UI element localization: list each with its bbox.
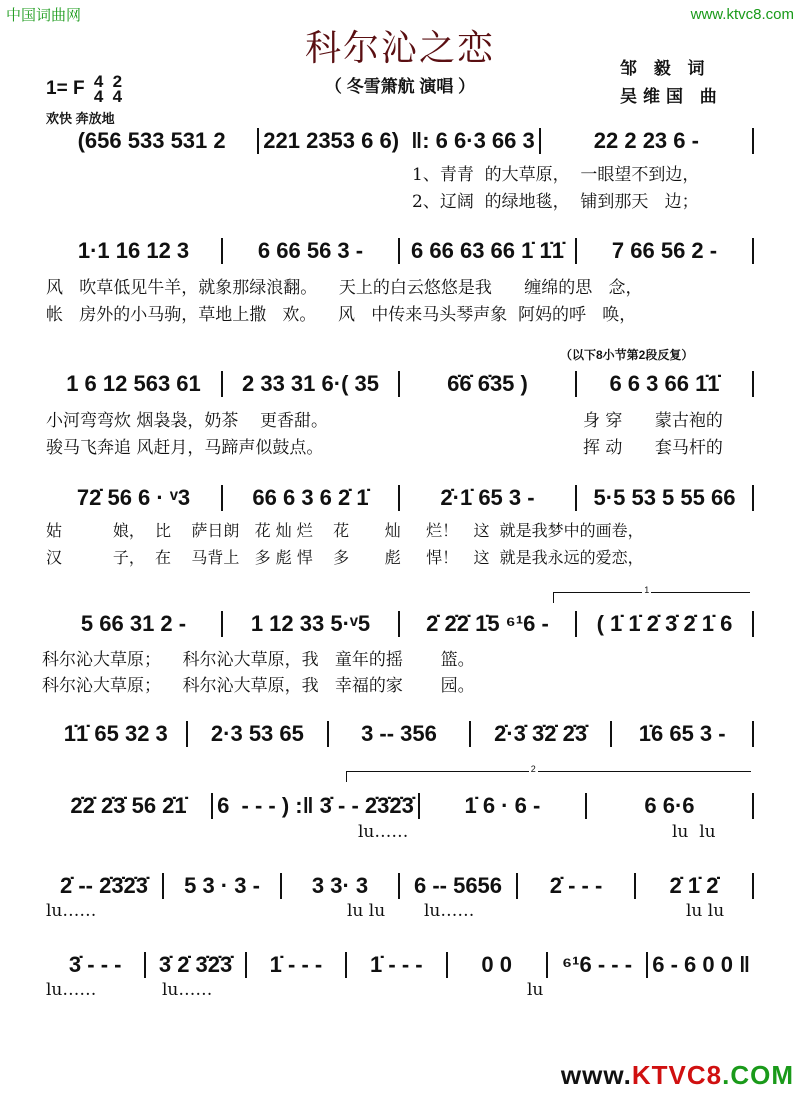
singer: （ 冬雪箫航 演唱 ）	[324, 77, 476, 96]
measure: 3 3· 3	[311, 873, 369, 898]
score-row	[46, 609, 754, 639]
volta-label: 1	[644, 585, 650, 595]
footer-watermark	[561, 1060, 794, 1091]
measure: 6 66 56 3 -	[257, 238, 364, 263]
key: 1= F	[46, 78, 85, 100]
measure: 2·3 53 65	[210, 721, 304, 746]
barline	[752, 611, 754, 637]
measure: 2 33 31 6·( 35	[242, 371, 379, 396]
measure: 6 - 6 0 0 ‖	[652, 952, 751, 977]
lyric-line: 1、青青 的大草原， 一眼望不到边，	[412, 165, 700, 185]
measure: 2̇ - - -	[549, 873, 603, 898]
measure: 3̇ 2̇ 3̇2̇3̇	[158, 952, 233, 977]
measure: 6 - - - ) :‖ 3̇ - - 2̇3̇2̇3̇	[217, 793, 414, 818]
repeat-note: （以下8小节第2段反复）	[560, 348, 694, 362]
score-row	[46, 483, 754, 513]
lyric-line: 汉 子， 在 马背上 多 彪 悍 多 彪 悍！ 这 就是我永远的爱恋，	[46, 548, 644, 567]
measure: 2̇ -- 2̇3̇2̇3̇	[59, 873, 149, 898]
score-row	[46, 871, 754, 901]
measure: 66 6 3 6 2̇ 1̇	[252, 485, 369, 510]
measure: 5·5 53 5 55 66	[593, 485, 736, 510]
measure: 6̇6̇ 6̇35 )	[447, 371, 528, 396]
lyric-line: 小河弯弯炊 烟袅袅，奶茶 更香甜。	[46, 411, 329, 431]
barline	[752, 721, 754, 747]
footer-www: www.	[560, 1060, 632, 1090]
measure: 5 3 · 3 -	[184, 873, 260, 898]
lyric-line: 身 穿 蒙古袍的	[583, 411, 723, 431]
volta-2	[346, 764, 751, 782]
lyric-line: 骏马飞奔追 风赶月，马蹄声似鼓点。	[46, 438, 324, 458]
measure: 72̇ 56 6 · ᵛ3	[76, 485, 191, 510]
lyric-lu: lu lu	[672, 822, 716, 842]
time-num: 4	[93, 72, 104, 91]
measure: 1 12 33 5·ᵛ5	[250, 611, 371, 636]
tempo-marking: 欢快 奔放地	[46, 111, 115, 126]
key-signature	[46, 74, 122, 104]
measure: 3 -- 356	[361, 721, 437, 746]
lyric-line: 科尔沁大草原； 科尔沁大草原，我 幸福的家 园。	[42, 676, 475, 696]
footer-ktv: KTVC8	[631, 1060, 723, 1090]
measure: 221 2353 6 6) ‖: 6 6·3 66 3	[263, 128, 535, 153]
lyric-line: 科尔沁大草原； 科尔沁大草原，我 童年的摇 篮。	[42, 650, 475, 670]
measure: 2̇·1̇ 65 3 -	[440, 485, 535, 510]
barline	[752, 128, 754, 154]
measure: 1̇6 65 3 -	[638, 721, 726, 746]
score-row	[46, 126, 754, 156]
score-row	[46, 950, 754, 980]
measure: (656 533 531 2	[77, 128, 226, 153]
measure: ( 1̇ 1̇ 2̇ 3̇ 2̇ 1̇ 6	[596, 611, 733, 636]
time-num: 2	[112, 72, 123, 91]
lyric-line: 风 吹草低见牛羊，就象那绿浪翻。 天上的白云悠悠是我 缠绵的思 念，	[46, 278, 643, 298]
measure: 2̇·3̇ 3̇2̇ 2̇3̇	[494, 721, 588, 746]
volta-label: 2	[530, 764, 536, 774]
barline	[752, 873, 754, 899]
time-den: 4	[93, 87, 104, 106]
measure: 6 6·6	[644, 793, 695, 818]
measure: ⁶¹6 - - -	[562, 952, 633, 977]
lyric-lu: lu……	[358, 822, 409, 842]
barline	[752, 485, 754, 511]
song-title: 科尔沁之恋	[304, 28, 495, 69]
measure: 6 66 63 66 1̇ 1̇1̇	[411, 238, 564, 263]
lyric-line: 帐 房外的小马驹，草地上撒 欢。 风 中传来马头琴声象 阿妈的呼 唤，	[46, 305, 637, 325]
lyricist: 邹 毅 词	[620, 59, 711, 78]
lyric-lu: lu lu	[686, 901, 725, 921]
measure: 1̇1̇ 65 32 3	[63, 721, 168, 746]
lyric-line: 2、辽阔 的绿地毯， 铺到那天 边；	[412, 192, 699, 212]
volta-1	[553, 585, 750, 603]
time-signature-1	[94, 74, 103, 104]
lyric-lu: lu……	[46, 901, 97, 921]
lyric-line: 姑 娘， 比 萨日朗 花 灿 烂 花 灿 烂！ 这 就是我梦中的画卷，	[46, 521, 644, 540]
site-name-watermark: 中国词曲网	[6, 7, 82, 24]
barline	[752, 238, 754, 264]
measure: 2̇2̇ 2̇3̇ 56 2̇1̇	[70, 793, 187, 818]
composer: 吴维国 曲	[620, 87, 723, 106]
lyric-lu: lu……	[46, 980, 97, 1000]
score-row	[46, 791, 754, 821]
measure: 22 2 23 6 -	[593, 128, 699, 153]
measure: 2̇ 1̇ 2̇	[669, 873, 719, 898]
score-row	[46, 236, 754, 266]
lyric-line: 挥 动 套马杆的	[583, 438, 723, 458]
barline	[752, 371, 754, 397]
measure: 1̇ - - -	[370, 952, 423, 977]
measure: 1̇ - - -	[269, 952, 323, 977]
barline	[752, 793, 754, 819]
footer-com: .COM	[722, 1060, 794, 1090]
measure: 1̇ 6 · 6 -	[464, 793, 541, 818]
time-den: 4	[112, 87, 123, 106]
lyric-lu: lu lu	[347, 901, 386, 921]
measure: 2̇ 2̇2̇ 1̇5 ⁶¹6 -	[426, 611, 549, 636]
lyric-lu: lu	[527, 980, 544, 1000]
score-row	[46, 369, 754, 399]
measure: 6 6 3 66 1̇1̇	[609, 371, 720, 396]
measure: 6 -- 5656	[413, 873, 503, 898]
lyric-lu: lu……	[424, 901, 475, 921]
measure: 5 66 31 2 -	[80, 611, 187, 636]
measure: 3̇ - - -	[68, 952, 122, 977]
score-row	[46, 719, 754, 749]
measure: 7 66 56 2 -	[611, 238, 718, 263]
site-url-watermark: www.ktvc8.com	[690, 6, 794, 23]
measure: 1·1 16 12 3	[77, 238, 190, 263]
time-signature-2	[113, 74, 122, 104]
measure: 1 6 12 563 61	[66, 371, 201, 396]
lyric-lu: lu……	[162, 980, 213, 1000]
measure: 0 0	[481, 952, 512, 977]
